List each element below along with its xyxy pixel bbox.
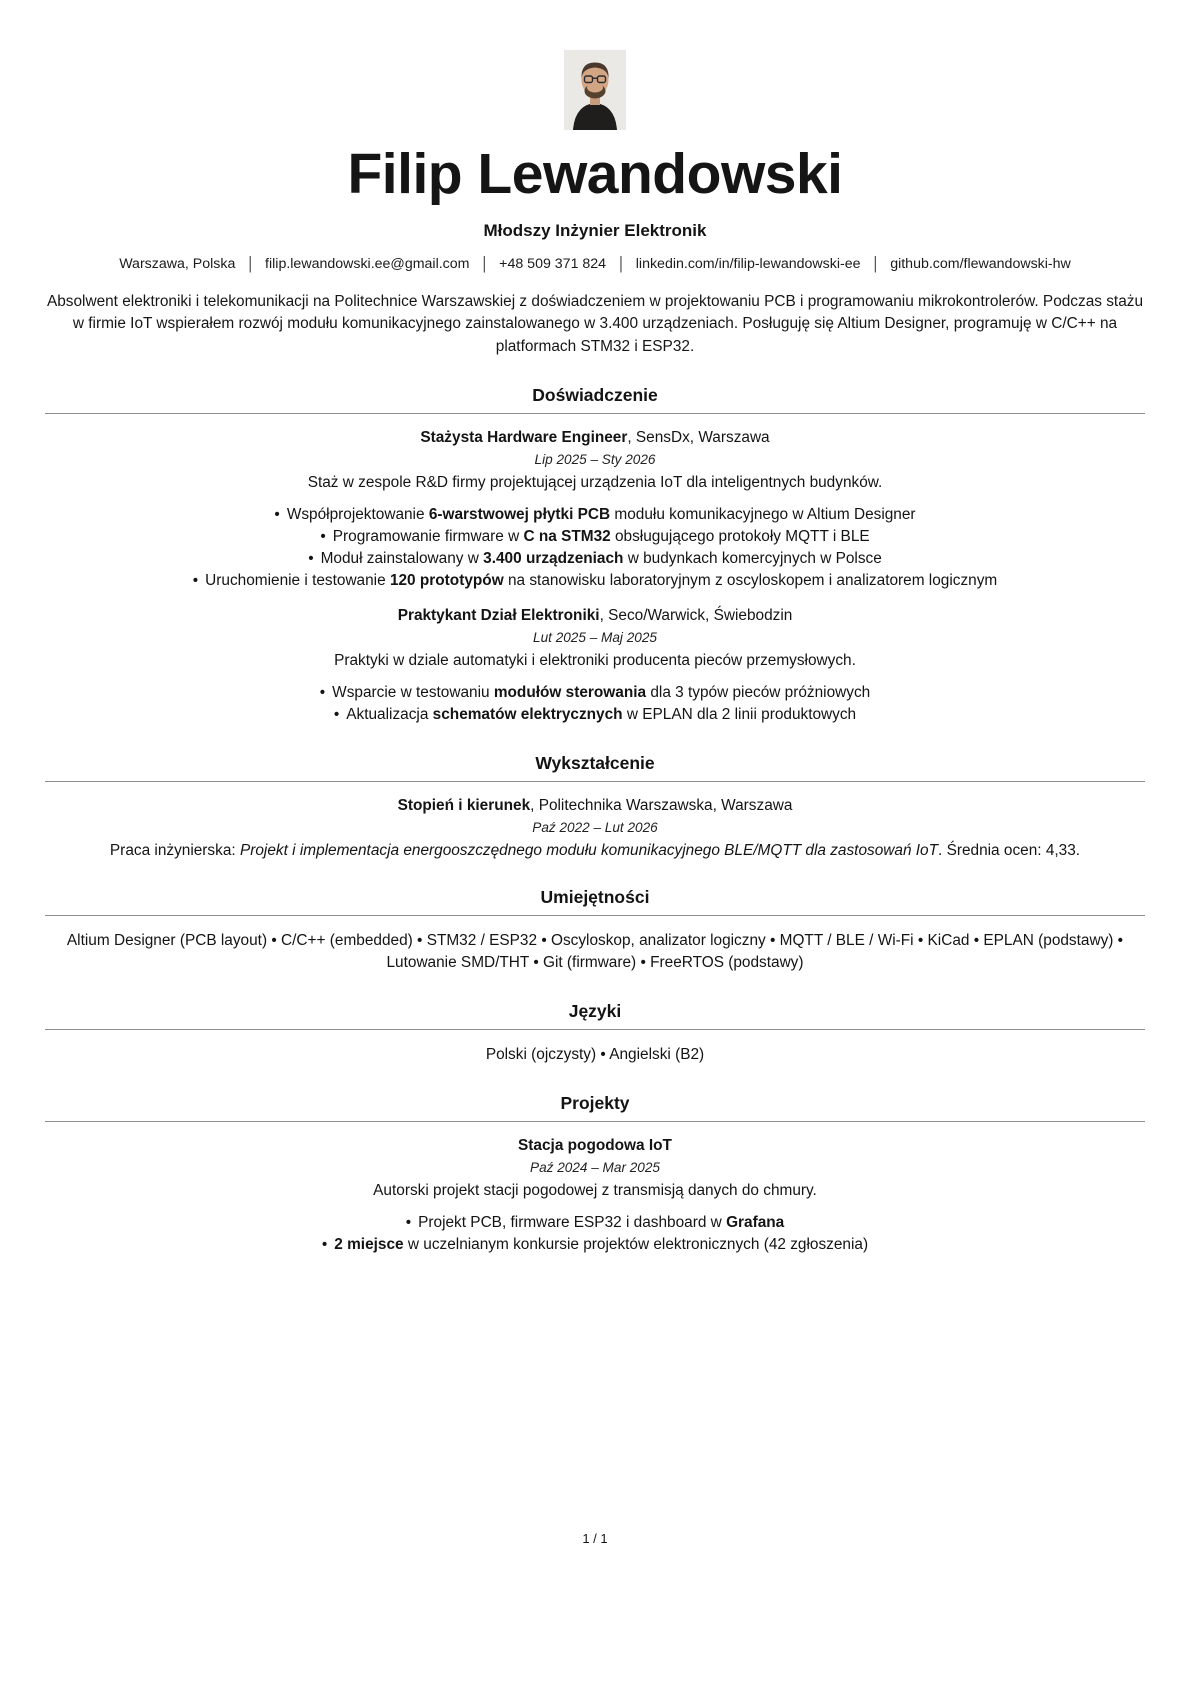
project-entry-weather-station [45, 1137, 1145, 1256]
contact-separator: | [482, 253, 487, 274]
bullet-dot: • [308, 550, 314, 568]
job-bullet-list [45, 682, 1145, 726]
bullet-dot: • [321, 1235, 328, 1253]
education-heading: Stopień i kierunek, Politechnika Warszawska, Warszawa [397, 797, 793, 815]
bullet-dot: • [274, 506, 280, 524]
job-entry-secowarwick [45, 607, 1145, 726]
job-description: Praktyki w dziale automatyki i elektroniki producenta pieców przemysłowych. [334, 652, 856, 670]
photo-container [45, 50, 1145, 135]
section-title-skills: Umiejętności [540, 887, 650, 908]
contact-separator: | [619, 253, 623, 274]
bullet-text: Współprojektowanie 6-warstwowej płytki PCB modułu komunikacyjnego w Altium Designer [286, 506, 916, 524]
education-thesis: Praca inżynierska: Projekt i implementacja energooszczędnego modułu komunikacyjnego BLE/MQTT dla zastosowań IoT. Średnia ocen: 4,33. [109, 842, 1081, 860]
skills-list: Altium Designer (PCB layout) • C/C++ (embedded) • STM32 / ESP32 • Oscyloskop, analizator logiczny • MQTT / BLE / Wi-Fi • KiCad • EPLAN (podstawy) • Lutowanie SMD/THT • Git (firmware) • FreeRTOS (podstawy) [66, 932, 1124, 972]
bullet-item [45, 548, 1145, 570]
bullet-item [45, 682, 1145, 704]
bullet-dot: • [320, 528, 326, 546]
bullet-dot: • [192, 572, 199, 590]
candidate-name: Filip Lewandowski [347, 142, 843, 206]
job-heading: Praktykant Dział Elektroniki, Seco/Warwick, Świebodzin [397, 607, 793, 625]
summary-paragraph: Absolwent elektroniki i telekomunikacji na Politechnice Warszawskiej z doświadczeniem w projektowaniu PCB i programowaniu mikrokontrolerów. Podczas stażu w firmie IoT wspierałem rozwój modułu komunikacyjnego zainstalowanego w 3.400 urządzeniach. Posługuję się Altium Designer, programuję w C/C++ na platformach STM32 i ESP32. [46, 292, 1144, 355]
bullet-item [45, 1212, 1145, 1234]
bullet-text: Moduł zainstalowany w 3.400 urządzeniach w budynkach komercyjnych w Polsce [320, 550, 882, 568]
section-title-languages: Języki [568, 1001, 622, 1022]
section-title-experience: Doświadczenie [532, 385, 658, 406]
job-entry-sensdx [45, 429, 1145, 592]
job-heading: Stażysta Hardware Engineer, SensDx, Warszawa [420, 429, 770, 447]
project-dates: Paź 2024 – Mar 2025 [530, 1159, 660, 1175]
section-title-education: Wykształcenie [535, 753, 655, 774]
page-indicator: 1 / 1 [582, 1531, 608, 1546]
contact-row [45, 253, 1145, 274]
section-divider [45, 1029, 1145, 1030]
contact-github: github.com/flewandowski-hw [890, 255, 1071, 272]
bullet-text: Uruchomienie i testowanie 120 prototypów na stanowisku laboratoryjnym z oscyloskopem i analizatorem logicznym [205, 572, 998, 590]
contact-separator: | [873, 253, 878, 274]
project-bullet-list [45, 1212, 1145, 1256]
section-title-projects: Projekty [560, 1092, 630, 1113]
contact-email: filip.lewandowski.ee@gmail.com [265, 255, 470, 272]
section-divider [45, 915, 1145, 916]
bullet-text: Projekt PCB, firmware ESP32 i dashboard w Grafana [418, 1213, 785, 1231]
bullet-dot: • [319, 684, 326, 702]
project-heading: Stacja pogodowa IoT [518, 1136, 672, 1154]
bullet-item [45, 526, 1145, 548]
bullet-item [45, 570, 1145, 592]
bullet-item [45, 704, 1145, 726]
bullet-dot: • [333, 706, 340, 724]
languages-list: Polski (ojczysty) • Angielski (B2) [485, 1046, 705, 1064]
bullet-item [45, 504, 1145, 526]
contact-location: Warszawa, Polska [119, 255, 236, 272]
contact-phone: +48 509 371 824 [499, 255, 607, 272]
job-description: Staż w zespole R&D firmy projektującej urządzenia IoT dla inteligentnych budynków. [307, 474, 883, 492]
bullet-text: Wsparcie w testowaniu modułów sterowania dla 3 typów pieców próżniowych [332, 684, 871, 702]
contact-linkedin: linkedin.com/in/filip-lewandowski-ee [635, 255, 861, 272]
bullet-text: Aktualizacja schematów elektrycznych w EPLAN dla 2 linii produktowych [346, 706, 857, 724]
section-divider [45, 1121, 1145, 1122]
job-dates: Lip 2025 – Sty 2026 [534, 452, 656, 468]
job-bullet-list [45, 504, 1145, 592]
bullet-dot: • [405, 1213, 412, 1231]
profile-photo [564, 50, 626, 130]
job-dates: Lut 2025 – Maj 2025 [533, 630, 657, 646]
bullet-text: 2 miejsce w uczelnianym konkursie projektów elektronicznych (42 zgłoszenia) [334, 1235, 869, 1253]
education-dates: Paź 2022 – Lut 2026 [532, 820, 658, 836]
bullet-item [45, 1234, 1145, 1256]
project-description: Autorski projekt stacji pogodowej z transmisją danych do chmury. [373, 1181, 817, 1199]
section-divider [45, 781, 1145, 782]
bullet-text: Programowanie firmware w C na STM32 obsługującego protokoły MQTT i BLE [332, 528, 870, 546]
candidate-title: Młodszy Inżynier Elektronik [483, 220, 707, 240]
education-entry [45, 797, 1145, 860]
section-divider [45, 413, 1145, 414]
contact-separator: | [248, 253, 253, 274]
